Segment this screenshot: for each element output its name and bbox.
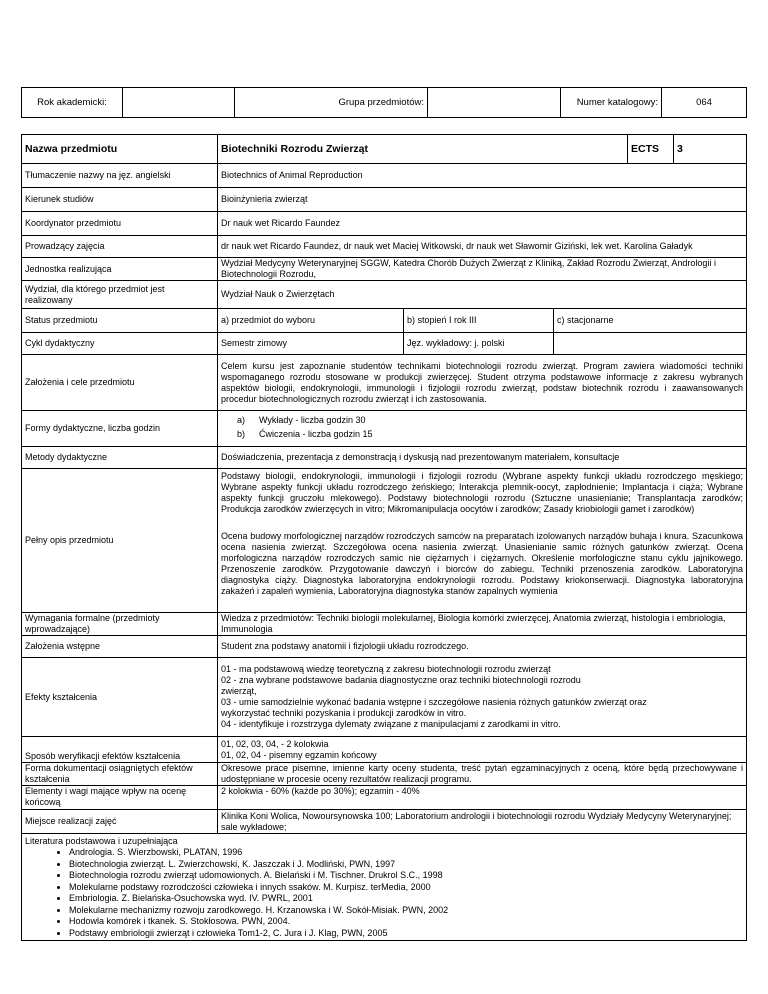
literatura-list: [25, 847, 743, 939]
formy-a: Wykłady - liczba godzin 30: [259, 414, 366, 425]
sposob-label: Sposób weryfikacji efektów kształcenia: [22, 737, 218, 763]
efekty-line: 02 - zna wybrane podstawowe badania diagnostyczne oraz techniki biotechnologii rozrodu: [221, 675, 581, 685]
formy-label: Formy dydaktyczne, liczba godzin: [22, 411, 218, 447]
wymagania-value: Wiedza z przedmiotów: Techniki biologii molekularnej, Biologia komórki zwierzęcej, Anatomia zwierząt, histologia i embriologia, Immunologia: [218, 613, 747, 636]
pelny-opis-value: [218, 469, 747, 613]
kierunek-label: Kierunek studiów: [22, 188, 218, 212]
zalozenia-wstepne-value: Student zna podstawy anatomii i fizjologii układu rozrodczego.: [218, 636, 747, 658]
ects-value: 3: [674, 135, 747, 164]
efekty-value: [218, 658, 747, 737]
miejsce-value: Klinika Koni Wolica, Nowoursynowska 100; Laboratorium andrologii i biotechnologii rozrodu Wydziały Medycyny Weterynaryjnej; sale wykładowe;: [218, 810, 747, 834]
status-a: a) przedmiot do wyboru: [218, 309, 404, 333]
formy-b-marker: b): [237, 428, 246, 439]
koordynator-value: Dr nauk wet Ricardo Faundez: [218, 212, 747, 236]
grupa-label: Grupa przedmiotów:: [235, 88, 428, 118]
elementy-label: Elementy i wagi mające wpływ na ocenę końcową: [22, 786, 218, 810]
ects-label: ECTS: [628, 135, 674, 164]
kierunek-value: Bioinżynieria zwierząt: [218, 188, 747, 212]
efekty-line: 01 - ma podstawową wiedzę teoretyczną z zakresu biotechnologii rozrodu zwierząt: [221, 664, 551, 674]
jednostka-label: Jednostka realizująca: [22, 258, 218, 281]
header-table: [21, 87, 747, 118]
formy-a-marker: a): [237, 414, 246, 425]
zalozenia-label: Założenia i cele przedmiotu: [22, 355, 218, 411]
status-label: Status przedmiotu: [22, 309, 218, 333]
zalozenia-wstepne-label: Założenia wstępne: [22, 636, 218, 658]
sposob-value: [218, 737, 747, 763]
forma-value: Okresowe prace pisemne, imienne karty oceny studenta, treść pytań egzaminacyjnych z oceną, które będą przechowywane i udostępniane w procesie oceny rezultatów realizacji programu.: [218, 763, 747, 786]
rok-akademicki-value: [123, 88, 235, 118]
course-table: [21, 134, 747, 941]
rok-akademicki-label: Rok akademicki:: [22, 88, 123, 118]
wydzial-value: Wydział Nauk o Zwierzętach: [218, 281, 747, 309]
literatura-cell: [22, 834, 747, 941]
grupa-value: [428, 88, 561, 118]
metody-label: Metody dydaktyczne: [22, 447, 218, 469]
pelny-opis-p2: Ocena budowy morfologicznej narządów rozrodczych samców na preparatach izolowanych narządów buhaja i knura. Szacunkowa ocena nasienia zwierząt. Szczegółowa ocena nasienia zwierząt. Unasienianie samic różnych gatunków zwierząt. Ocena morfologiczna narządów rozrodczych samic nie ciężarnych i ciężarnych. Określenie morfologiczne stanu cyklu jajnikowego. Przenoszenie zarodków. Przygotowanie dawczyń i biorców do zabiegu. Techniki przenoszenia zarodków. Laboratoryjna diagnostyka ciąży. Diagnostyka laboratoryjna endokrynologii rozrodu. Podstawy kriokonserwacji. Diagnostyka laboratoryjna zakażeń i zapaleń wymienia, Laboratoryjna diagnostyka stanów zapalnych wymienia: [221, 531, 743, 596]
status-c: c) stacjonarne: [554, 309, 747, 333]
elementy-value: 2 kolokwia - 60% (każde po 30%); egzamin - 40%: [218, 786, 747, 810]
numer-value: 064: [662, 88, 747, 118]
formy-value: [218, 411, 747, 447]
literatura-item: • Hodowla komórek i tkanek. S. Stokłosowa. PWN, 2004.: [69, 916, 743, 928]
cykl-jezyk: Jęz. wykładowy: j. polski: [404, 333, 554, 355]
efekty-line: wykorzystać techniki pozyskania i produkcji zarodków in vitro.: [221, 708, 467, 718]
pelny-opis-p1: Podstawy biologii, endokrynologii, immunologii i fizjologii rozrodu (Wybrane aspekty funkcji układu rozrodczego męskiego; Wybrane aspekty funkcji układu rozrodczego żeńskiego; Interakcja plemnik-oocyt, zapłodnienie; Implantacja i ciąża; Wybrane aspekty funkcji gruczołu mlekowego). Podstawy biotechnologii rozrodu (Sztuczne unasienianie; Transplantacja zarodków; Produkcja zarodków zwierzęcych in vitro; Mikromanipulacja oocytów i zarodków; Zasady kriobiologii gamet i zarodków): [221, 471, 743, 514]
literatura-item: • Biotechnologia rozrodu zwierząt udomowionych. A. Bielański i M. Tischner. Drukrol S.C., 1998: [69, 870, 743, 882]
status-b: b) stopień I rok III: [404, 309, 554, 333]
literatura-item: • Andrologia. S. Wierzbowski, PLATAN, 1996: [69, 847, 743, 859]
forma-label: Forma dokumentacji osiągniętych efektów kształcenia: [22, 763, 218, 786]
nazwa-przedmiotu-value: Biotechniki Rozrodu Zwierząt: [218, 135, 628, 164]
wydzial-label: Wydział, dla którego przedmiot jest realizowany: [22, 281, 218, 309]
prowadzacy-label: Prowadzący zajęcia: [22, 236, 218, 258]
sposob-line: 01, 02, 04 - pisemny egzamin końcowy: [221, 749, 377, 760]
numer-label: Numer katalogowy:: [561, 88, 662, 118]
wymagania-label: Wymagania formalne (przedmioty wprowadzające): [22, 613, 218, 636]
cykl-label: Cykl dydaktyczny: [22, 333, 218, 355]
metody-value: Doświadczenia, prezentacja z demonstracją i dyskusją nad prezentowanym materiałem, konsultacje: [218, 447, 747, 469]
efekty-label: Efekty kształcenia: [22, 658, 218, 737]
formy-b: Ćwiczenia - liczba godzin 15: [259, 428, 373, 439]
efekty-line: zwierząt,: [221, 686, 257, 696]
cykl-empty: [554, 333, 747, 355]
nazwa-przedmiotu-label: Nazwa przedmiotu: [22, 135, 218, 164]
literatura-item: • Embriologia. Z. Bielańska-Osuchowska wyd. IV. PWRL, 2001: [69, 893, 743, 905]
literatura-title: Literatura podstawowa i uzupełniająca: [25, 836, 178, 846]
literatura-item: • Molekularne podstawy rozrodczości człowieka i innych ssaków. M. Kurpisz. terMedia, 2000: [69, 882, 743, 894]
literatura-item: • Molekularne mechanizmy rozwoju zarodkowego. H. Krzanowska i W. Sokół-Misiak. PWN, 2002: [69, 905, 743, 917]
sposob-line: 01, 02, 03, 04, - 2 kolokwia: [221, 738, 329, 749]
literatura-item: • Biotechnologia zwierząt. L. Zwierzchowski, K. Jaszczak i J. Modliński, PWN, 1997: [69, 859, 743, 871]
literatura-item: • Podstawy embriologii zwierząt i człowieka Tom1-2, C. Jura i J. Klag, PWN, 2005: [69, 928, 743, 940]
pelny-opis-label: Pełny opis przedmiotu: [22, 469, 218, 613]
koordynator-label: Koordynator przedmiotu: [22, 212, 218, 236]
efekty-line: 04 - identyfikuje i rozstrzyga dylematy związane z manipulacjami z zarodkami in vitro.: [221, 719, 561, 729]
jednostka-value: Wydział Medycyny Weterynaryjnej SGGW, Katedra Chorób Dużych Zwierząt z Kliniką, Zakład Rozrodu Zwierząt, Andrologii i Biotechnologii Rozrodu,: [218, 258, 747, 281]
miejsce-label: Miejsce realizacji zajęć: [22, 810, 218, 834]
tlumaczenie-value: Biotechnics of Animal Reproduction: [218, 164, 747, 188]
efekty-line: 03 - umie samodzielnie wykonać badania wstępne i szczegółowe nasienia różnych gatunków zwierząt oraz: [221, 697, 647, 707]
tlumaczenie-label: Tłumaczenie nazwy na jęz. angielski: [22, 164, 218, 188]
cykl-semestr: Semestr zimowy: [218, 333, 404, 355]
formy-list: [237, 415, 373, 443]
zalozenia-value: Celem kursu jest zapoznanie studentów technikami biotechnologii rozrodu zwierząt. Program zawiera wiadomości techniki wspomaganego rozrodu stosowane w produkcji zwierzęcej. Student otrzyma podstawowe informacje z zakresu wybranych aspektów biologii, endokrynologii, immunologii i fizjologii rozrodu zwierząt, podstaw biotechnik rozrodu i zaawansowanych procedur biotechnologicznych rozrodu zwierząt i ich zastosowania.: [218, 355, 747, 411]
prowadzacy-value: dr nauk wet Ricardo Faundez, dr nauk wet Maciej Witkowski, dr nauk wet Sławomir Giziński, lek wet. Karolina Gaładyk: [218, 236, 747, 258]
